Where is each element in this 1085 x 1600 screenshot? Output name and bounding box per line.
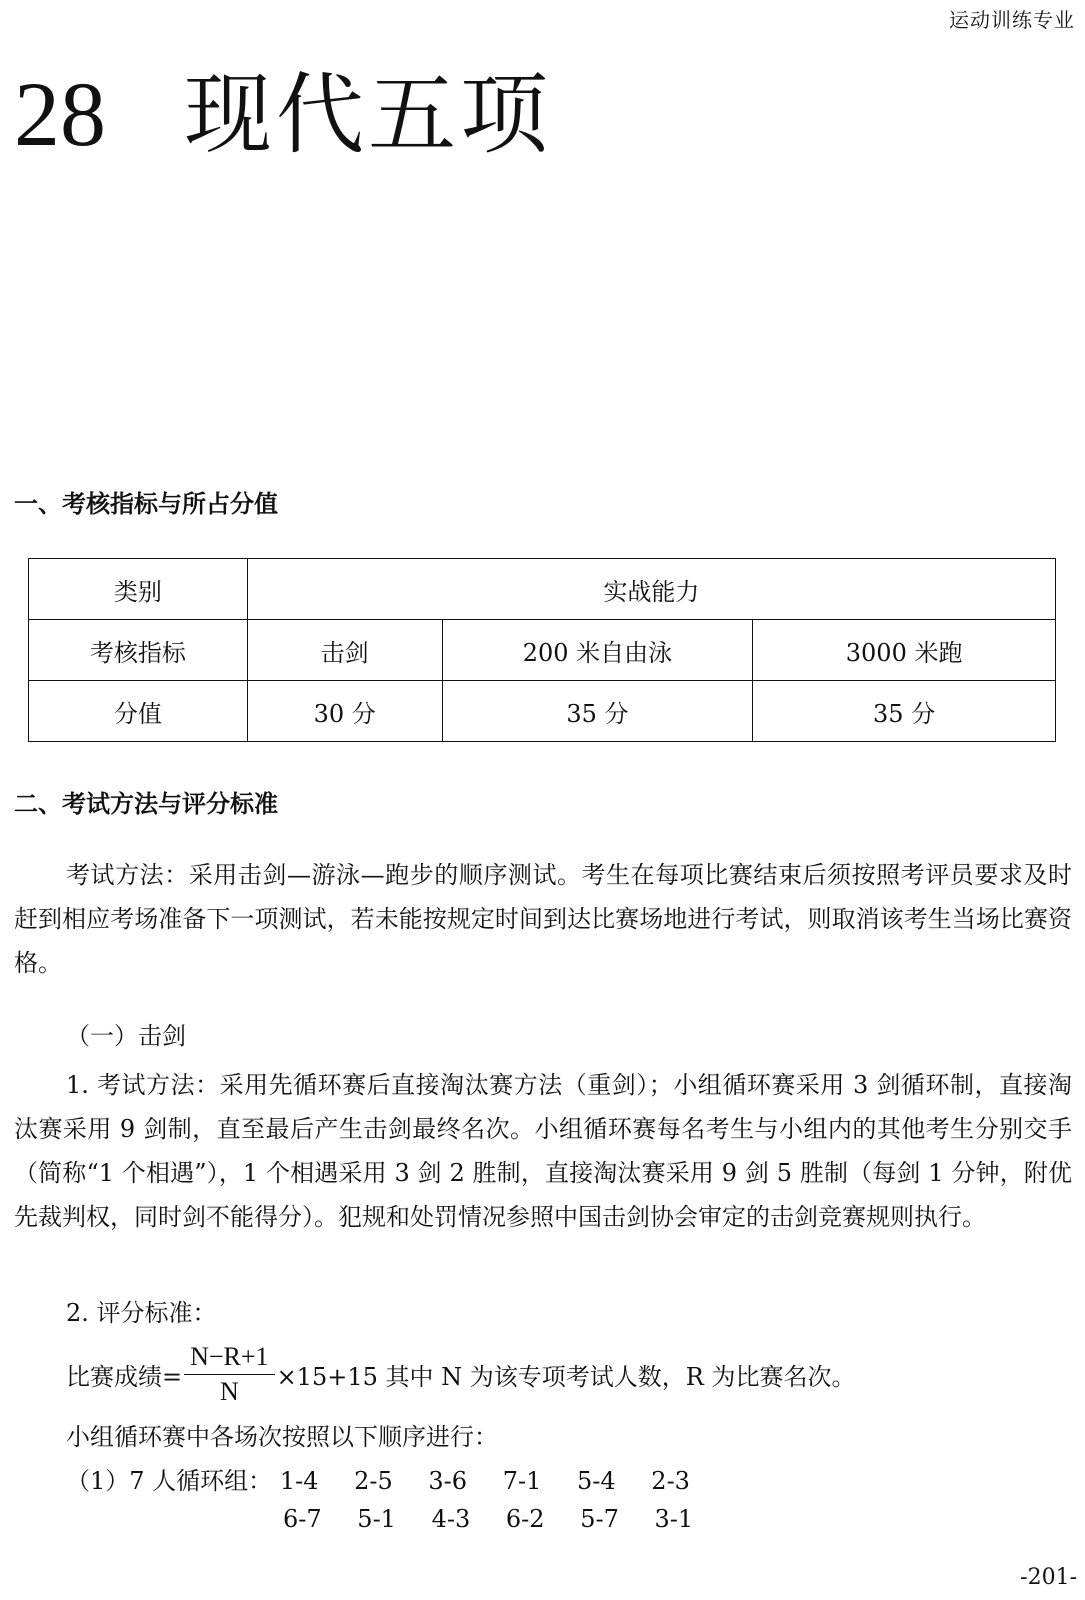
bout-pair: 5-7 bbox=[580, 1505, 619, 1533]
bout-pair: 3-6 bbox=[428, 1467, 468, 1495]
group7-row2 bbox=[283, 1505, 721, 1533]
bout-pair: 3-1 bbox=[654, 1505, 694, 1533]
section-heading-exam-method: 二、考试方法与评分标准 bbox=[14, 790, 278, 818]
table-cell: 35 分 bbox=[442, 681, 753, 742]
page-number: -201- bbox=[1020, 1565, 1077, 1590]
bout-pair: 6-2 bbox=[505, 1505, 545, 1533]
bout-pair: 2-3 bbox=[651, 1467, 690, 1495]
table-row bbox=[29, 620, 1056, 681]
table-cell: 考核指标 bbox=[29, 620, 248, 681]
table-row bbox=[29, 559, 1056, 620]
table-cell: 分值 bbox=[29, 681, 248, 742]
bout-pair: 5-4 bbox=[577, 1467, 616, 1495]
table-row bbox=[29, 681, 1056, 742]
table-cell: 击剑 bbox=[247, 620, 442, 681]
formula-numerator: N−R+1 bbox=[184, 1342, 274, 1375]
formula-prefix: 比赛成绩= bbox=[66, 1362, 183, 1391]
table-cell: 实战能力 bbox=[247, 559, 1055, 620]
chapter-number: 28 bbox=[14, 63, 106, 165]
section-heading-scoring-indicators: 一、考核指标与所占分值 bbox=[14, 490, 278, 518]
table-cell: 类别 bbox=[29, 559, 248, 620]
group7-row1 bbox=[66, 1461, 718, 1496]
bout-pair: 4-3 bbox=[431, 1505, 471, 1533]
round-robin-order-intro: 小组循环赛中各场次按照以下顺序进行： bbox=[66, 1423, 498, 1451]
bout-pair: 6-7 bbox=[283, 1505, 322, 1533]
exam-method-paragraph: 考试方法：采用击剑—游泳—跑步的顺序测试。考生在每项比赛结束后须按照考评员要求及时赶到相应考场准备下一项测试，若未能按规定时间到达比赛场地进行考试，则取消该考生当场比赛资格。 bbox=[14, 861, 1072, 977]
bout-pair: 1-4 bbox=[279, 1467, 319, 1495]
score-standard-label: 2. 评分标准： bbox=[66, 1299, 217, 1327]
bout-pair: 7-1 bbox=[502, 1467, 542, 1495]
formula-denominator: N bbox=[219, 1376, 239, 1406]
chapter-title bbox=[14, 63, 553, 166]
bout-pair: 2-5 bbox=[354, 1467, 393, 1495]
table-cell: 3000 米跑 bbox=[753, 620, 1056, 681]
chapter-name: 现代五项 bbox=[184, 63, 553, 166]
formula-fraction bbox=[184, 1342, 274, 1407]
formula-suffix: ×15+15 其中 N 为该专项考试人数，R 为比赛名次。 bbox=[276, 1362, 856, 1391]
fencing-heading: （一）击剑 bbox=[66, 1022, 186, 1050]
table-cell: 30 分 bbox=[247, 681, 442, 742]
score-table bbox=[28, 558, 1056, 742]
bout-pair: 5-1 bbox=[357, 1505, 396, 1533]
fencing-method-paragraph: 1. 考试方法：采用先循环赛后直接淘汰赛方法（重剑）；小组循环赛采用 3 剑循环制，直接淘汰赛采用 9 剑制，直至最后产生击剑最终名次。小组循环赛每名考生与小组内的其他考生分别交手（简称“1 个相遇”），1 个相遇采用 3 剑 2 胜制，直接淘汰赛采用 9 剑 5 胜制（每剑 1 分钟，附优先裁判权，同时剑不能得分）。犯规和处罚情况参照中国击剑协会审定的击剑竞赛规则执行。 bbox=[14, 1071, 1072, 1231]
table-cell: 200 米自由泳 bbox=[442, 620, 753, 681]
group7-label: （1）7 人循环组： bbox=[66, 1467, 273, 1495]
table-cell: 35 分 bbox=[753, 681, 1056, 742]
header-section-label: 运动训练专业 bbox=[949, 8, 1075, 32]
score-formula bbox=[66, 1334, 855, 1414]
